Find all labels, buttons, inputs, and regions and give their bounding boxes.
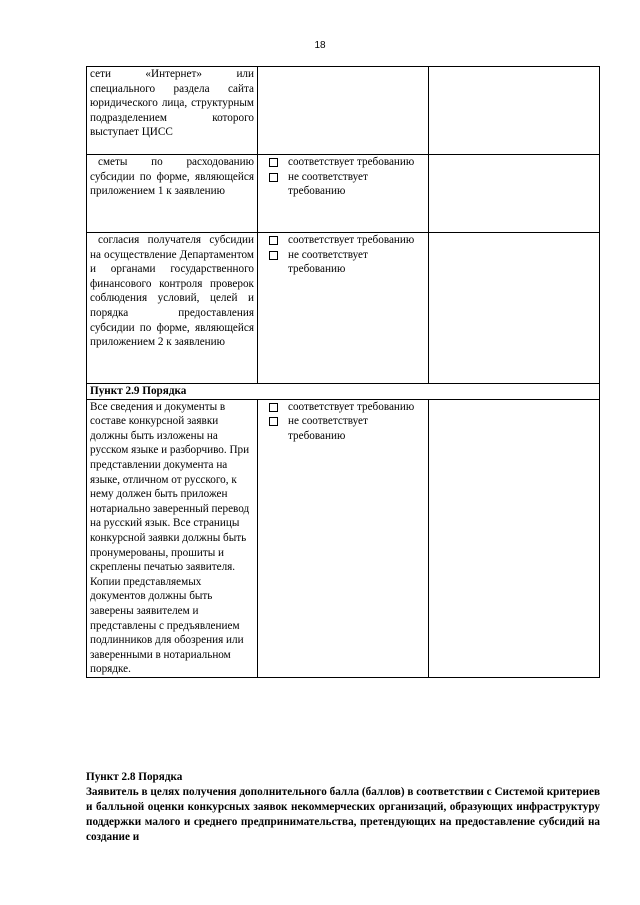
requirement-cell — [87, 399, 258, 677]
option-noncompliant[interactable] — [261, 248, 425, 277]
status-cell — [258, 67, 429, 155]
section-title: Пункт 2.9 Порядка — [87, 384, 600, 400]
checkbox-noncompliant[interactable] — [269, 251, 278, 260]
checkbox-compliant[interactable] — [269, 158, 278, 167]
status-cell — [258, 399, 429, 677]
requirement-cell — [87, 155, 258, 233]
footer-heading: Пункт 2.8 Порядка — [86, 771, 183, 783]
option-compliant[interactable] — [261, 400, 425, 415]
option-label: не соответствует требованию — [288, 415, 368, 442]
status-cell — [258, 233, 429, 384]
requirement-cell — [87, 233, 258, 384]
table-row — [87, 399, 600, 677]
option-compliant[interactable] — [261, 233, 425, 248]
footer-section — [86, 770, 600, 845]
checkbox-compliant[interactable] — [269, 403, 278, 412]
option-label: соответствует требованию — [288, 400, 415, 413]
option-compliant[interactable] — [261, 155, 425, 170]
option-label: соответствует требованию — [288, 156, 415, 168]
checkbox-compliant[interactable] — [269, 236, 278, 245]
option-label: не соответствует требованию — [288, 170, 368, 198]
notes-cell — [429, 399, 600, 677]
notes-cell — [429, 67, 600, 155]
status-cell — [258, 155, 429, 233]
requirement-text: сметы по расходованию субсидии по форме, являющейся приложением 1 к заявлению — [90, 156, 254, 198]
notes-cell — [429, 155, 600, 233]
option-noncompliant[interactable] — [261, 170, 425, 199]
notes-cell — [429, 233, 600, 384]
criteria-table — [86, 66, 600, 678]
table-row — [87, 155, 600, 233]
page-number: 18 — [314, 40, 326, 51]
footer-paragraph: Заявитель в целях получения дополнительного балла (баллов) в соответствии с Системой критериев и балльной оценки конкурсных заявок некоммерческих организаций, образующих инфраструктуру поддержки малого и среднего предпринимательства, претендующих на предоставление субсидий на создание и — [86, 786, 600, 843]
requirement-cell — [87, 67, 258, 155]
checkbox-noncompliant[interactable] — [269, 173, 278, 182]
requirement-text: согласия получателя субсидии на осуществление Департаментом и органами государственного финансового контроля проверок соблюдения условий, целей и порядка предоставления субсидии по форме, являющейся приложением 2 к заявлению — [90, 234, 254, 349]
section-header-row — [87, 384, 600, 400]
option-label: соответствует требованию — [288, 234, 415, 246]
table-row — [87, 233, 600, 384]
option-noncompliant[interactable] — [261, 414, 425, 443]
option-label: не соответствует требованию — [288, 248, 368, 276]
requirement-text: сети «Интернет» или специального раздела сайта юридического лица, структурным подразделением которого выступает ЦИСС — [90, 68, 254, 139]
checkbox-noncompliant[interactable] — [269, 417, 278, 426]
table-row — [87, 67, 600, 155]
requirement-text: Все сведения и документы в составе конкурсной заявки должны быть изложены на русском языке и разборчиво. При представлении документа на языке, отличном от русского, к нему должен быть приложен нотариально заверенный перевод на русский язык. Все страницы конкурсной заявки должны быть пронумерованы, прошиты и скреплены печатью заявителя. Копии представляемых документов должны быть заверены заявителем и представлены с предъявлением подлинников для обозрения или заверенными в нотариальном порядке. — [90, 400, 250, 676]
